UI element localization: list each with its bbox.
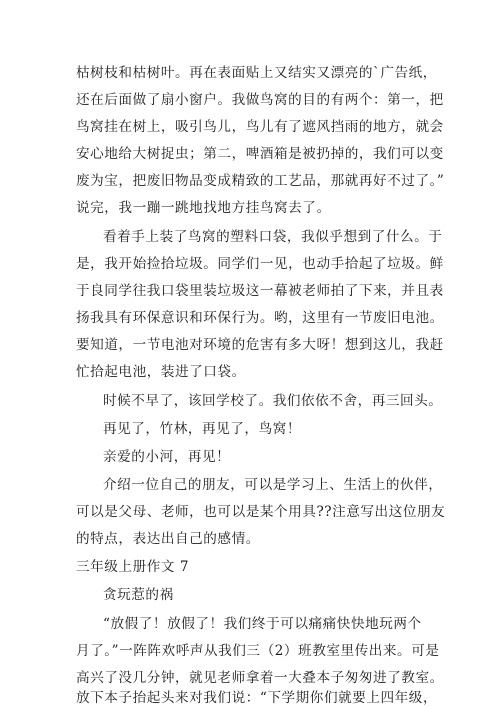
paragraph-line: 还在后面做了扇小窗户。我做鸟窝的目的有两个：第一，把 xyxy=(76,92,444,108)
prompt-line: 的特点，表达出自己的感情。 xyxy=(76,531,260,547)
essay-title: 贪玩惹的祸 xyxy=(103,587,174,603)
paragraph-line: 于良同学往我口袋里装垃圾这一幕被老师拍了下来，并且表 xyxy=(76,283,444,299)
paragraph-line: 忙拾起电池，装进了口袋。 xyxy=(76,364,246,380)
paragraph-line: 要知道，一节电池对环境的危害有多大呀！想到这儿，我赶 xyxy=(76,337,444,353)
paragraph-line: “放假了！放假了！我们终于可以痛痛快快地玩两个 xyxy=(103,616,422,632)
paragraph-line: 是，我开始捡拾垃圾。同学们一见，也动手拾起了垃圾。鲜 xyxy=(76,256,444,272)
paragraph-line: 高兴了没几分钟，就见老师拿着一大叠本子匆匆进了教室。 xyxy=(76,670,444,686)
paragraph-line: 月了。”一阵阵欢呼声从我们三（2）班教室里传出来。可是 xyxy=(76,643,440,659)
paragraph-line: 扬我具有环保意识和环保行为。哟，这里有一节废旧电池。 xyxy=(76,310,444,326)
paragraph-line: 再见了，竹林，再见了，鸟窝！ xyxy=(103,421,302,437)
section-heading: 三年级上册作文 7 xyxy=(76,559,190,575)
paragraph-line: 安心地给大树捉虫；第二，啤酒箱是被扔掉的，我们可以变 xyxy=(76,146,444,162)
paragraph-line: 看着手上装了鸟窝的塑料口袋，我似乎想到了什么。于 xyxy=(103,229,443,245)
paragraph-line: 枯树枝和枯树叶。再在表面贴上又结实又漂亮的`广告纸， xyxy=(76,65,437,81)
paragraph-line: 放下本子抬起头来对我们说：“下学期你们就要上四年级， xyxy=(76,690,438,706)
paragraph-line: 时候不早了，该回学校了。我们依依不舍，再三回头。 xyxy=(103,393,443,409)
prompt-line: 可以是父母、老师，也可以是某个用具??注意写出这位朋友 xyxy=(76,504,446,520)
paragraph-line: 废为宝，把废旧物品变成精致的工艺品，那就再好不过了。” xyxy=(76,173,445,189)
paragraph-line: 亲爱的小河，再见！ xyxy=(103,449,231,465)
paragraph-line: 说完，我一蹦一跳地找地方挂鸟窝去了。 xyxy=(76,200,331,216)
prompt-line: 介绍一位自己的朋友，可以是学习上、生活上的伙伴， xyxy=(103,477,443,493)
paragraph-line: 鸟窝挂在树上，吸引鸟儿，鸟儿有了遮风挡雨的地方，就会 xyxy=(76,119,444,135)
